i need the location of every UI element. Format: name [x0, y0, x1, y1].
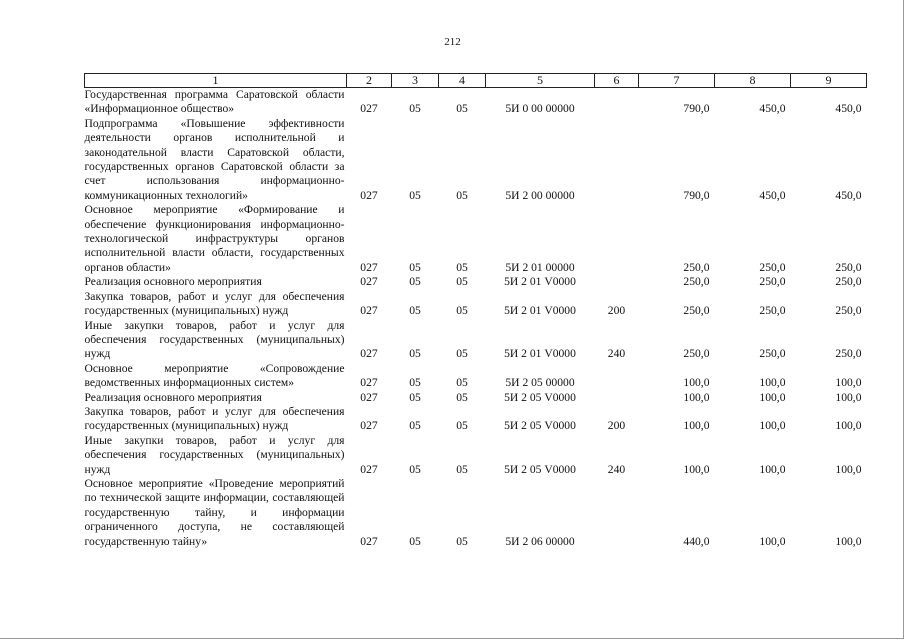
row-subsection-code: 05: [456, 376, 468, 390]
row-target-article: 5И 2 01 00000: [505, 260, 575, 274]
column-header: 7: [639, 74, 715, 88]
row-amount-col8: 250,0: [759, 275, 786, 289]
row-subsection-code: 05: [456, 419, 468, 433]
row-subsection-code: 05: [456, 304, 468, 318]
table-row: [85, 405, 867, 434]
row-name: Иные закупки товаров, работ и услуг для обеспечения государственных (муниципальных) нужд: [84, 433, 345, 476]
row-section-code: 05: [409, 534, 421, 548]
row-amount-col9: 250,0: [835, 275, 862, 289]
row-subsection-code: 05: [456, 347, 468, 361]
row-amount-col9: 100,0: [835, 462, 862, 476]
column-header: 8: [715, 74, 791, 88]
row-amount-col8: 450,0: [759, 188, 786, 202]
row-expense-type: 200: [607, 304, 626, 318]
row-amount-col9: 450,0: [835, 102, 862, 116]
table-row: [85, 391, 867, 405]
row-expense-type: [595, 477, 639, 549]
column-number-header: [85, 74, 867, 88]
row-section-code: 05: [409, 419, 421, 433]
row-ministry-code: 027: [360, 534, 378, 548]
row-amount-col8: 250,0: [759, 304, 786, 318]
row-name: Подпрограмма «Повышение эффективности деятельности органов исполнительной и законодательной власти Саратовской области, государственных органов Саратовской области за счет использования информационно-коммуникационных технологий»: [84, 116, 345, 202]
row-amount-col9: 250,0: [835, 260, 862, 274]
row-section-code: 05: [409, 462, 421, 476]
row-section-code: 05: [409, 275, 421, 289]
row-amount-col7: 250,0: [683, 260, 710, 274]
row-name: Государственная программа Саратовской области «Информационное общество»: [84, 88, 345, 116]
row-amount-col7: 250,0: [683, 304, 710, 318]
row-subsection-code: 05: [456, 390, 468, 404]
row-name: Реализация основного мероприятия: [84, 275, 262, 289]
row-expense-type: 240: [607, 462, 626, 476]
row-ministry-code: 027: [360, 376, 378, 390]
row-expense-type: 240: [607, 347, 626, 361]
column-header: 3: [392, 74, 439, 88]
row-section-code: 05: [409, 188, 421, 202]
table-row: [85, 275, 867, 289]
row-amount-col8: 100,0: [759, 419, 786, 433]
table-row: [85, 117, 867, 203]
column-header: 1: [85, 74, 347, 88]
row-target-article: 5И 2 05 00000: [505, 376, 575, 390]
row-expense-type: [595, 391, 639, 405]
row-amount-col8: 250,0: [759, 347, 786, 361]
row-ministry-code: 027: [360, 275, 378, 289]
row-target-article: 5И 0 00 00000: [505, 102, 575, 116]
table-row: [85, 362, 867, 391]
row-amount-col9: 250,0: [835, 304, 862, 318]
row-subsection-code: 05: [456, 260, 468, 274]
row-ministry-code: 027: [360, 390, 378, 404]
row-ministry-code: 027: [360, 260, 378, 274]
row-name: Реализация основного мероприятия: [84, 390, 262, 404]
row-amount-col7: 100,0: [683, 390, 710, 404]
row-amount-col8: 100,0: [759, 534, 786, 548]
row-subsection-code: 05: [456, 534, 468, 548]
row-subsection-code: 05: [456, 275, 468, 289]
row-amount-col7: 790,0: [683, 102, 710, 116]
row-amount-col7: 250,0: [683, 347, 710, 361]
row-section-code: 05: [409, 390, 421, 404]
row-subsection-code: 05: [456, 462, 468, 476]
row-target-article: 5И 2 05 V0000: [504, 462, 576, 476]
row-ministry-code: 027: [360, 304, 378, 318]
row-amount-col9: 250,0: [835, 347, 862, 361]
table-row: [85, 434, 867, 477]
budget-table: [84, 73, 867, 549]
column-header: 5: [486, 74, 595, 88]
page-number: 212: [444, 36, 461, 48]
row-section-code: 05: [409, 376, 421, 390]
row-target-article: 5И 2 06 00000: [505, 534, 575, 548]
row-amount-col7: 100,0: [683, 419, 710, 433]
row-name: Закупка товаров, работ и услуг для обеспечения государственных (муниципальных) нужд: [84, 289, 345, 318]
column-header: 9: [791, 74, 867, 88]
table-row: [85, 477, 867, 549]
column-header: 6: [595, 74, 639, 88]
row-ministry-code: 027: [360, 102, 378, 116]
row-target-article: 5И 2 05 V0000: [504, 419, 576, 433]
row-amount-col8: 250,0: [759, 260, 786, 274]
row-amount-col7: 790,0: [683, 188, 710, 202]
row-amount-col7: 250,0: [683, 275, 710, 289]
row-target-article: 5И 2 01 V0000: [504, 275, 576, 289]
row-expense-type: [595, 88, 639, 117]
row-amount-col8: 100,0: [759, 462, 786, 476]
row-name: Основное мероприятие «Сопровождение ведомственных информационных систем»: [84, 361, 345, 390]
row-ministry-code: 027: [360, 462, 378, 476]
row-subsection-code: 05: [456, 102, 468, 116]
row-amount-col7: 100,0: [683, 462, 710, 476]
row-target-article: 5И 2 01 V0000: [504, 304, 576, 318]
column-header: 2: [347, 74, 392, 88]
table-row: [85, 203, 867, 275]
row-ministry-code: 027: [360, 188, 378, 202]
row-amount-col9: 100,0: [835, 376, 862, 390]
row-amount-col9: 100,0: [835, 390, 862, 404]
row-target-article: 5И 2 05 V0000: [504, 390, 576, 404]
table-row: [85, 290, 867, 319]
row-expense-type: [595, 203, 639, 275]
row-amount-col8: 100,0: [759, 376, 786, 390]
row-target-article: 5И 2 01 V0000: [504, 347, 576, 361]
row-section-code: 05: [409, 304, 421, 318]
row-name: Закупка товаров, работ и услуг для обеспечения государственных (муниципальных) нужд: [84, 404, 345, 433]
row-expense-type: [595, 275, 639, 289]
row-amount-col8: 450,0: [759, 102, 786, 116]
table-row: [85, 88, 867, 117]
row-name: Основное мероприятие «Формирование и обеспечение функционирования информационно-технологической инфраструктуры органов исполнительной власти области, государственных органов области»: [84, 203, 345, 274]
table-body: [85, 88, 867, 550]
row-target-article: 5И 2 00 00000: [505, 188, 575, 202]
row-ministry-code: 027: [360, 347, 378, 361]
row-amount-col9: 450,0: [835, 188, 862, 202]
row-ministry-code: 027: [360, 419, 378, 433]
row-expense-type: [595, 362, 639, 391]
row-expense-type: 200: [607, 419, 626, 433]
row-name: Основное мероприятие «Проведение мероприятий по технической защите информации, составляющей государственную тайну, и информации ограниченного доступа, не составляющей государственную тайну»: [84, 476, 345, 548]
column-header: 4: [439, 74, 486, 88]
row-amount-col8: 100,0: [759, 390, 786, 404]
row-amount-col7: 100,0: [683, 376, 710, 390]
row-section-code: 05: [409, 260, 421, 274]
row-amount-col9: 100,0: [835, 534, 862, 548]
row-amount-col7: 440,0: [683, 534, 710, 548]
table-row: [85, 319, 867, 362]
row-subsection-code: 05: [456, 188, 468, 202]
row-expense-type: [595, 117, 639, 203]
row-section-code: 05: [409, 102, 421, 116]
row-amount-col9: 100,0: [835, 419, 862, 433]
row-name: Иные закупки товаров, работ и услуг для обеспечения государственных (муниципальных) нужд: [84, 318, 345, 361]
row-section-code: 05: [409, 347, 421, 361]
